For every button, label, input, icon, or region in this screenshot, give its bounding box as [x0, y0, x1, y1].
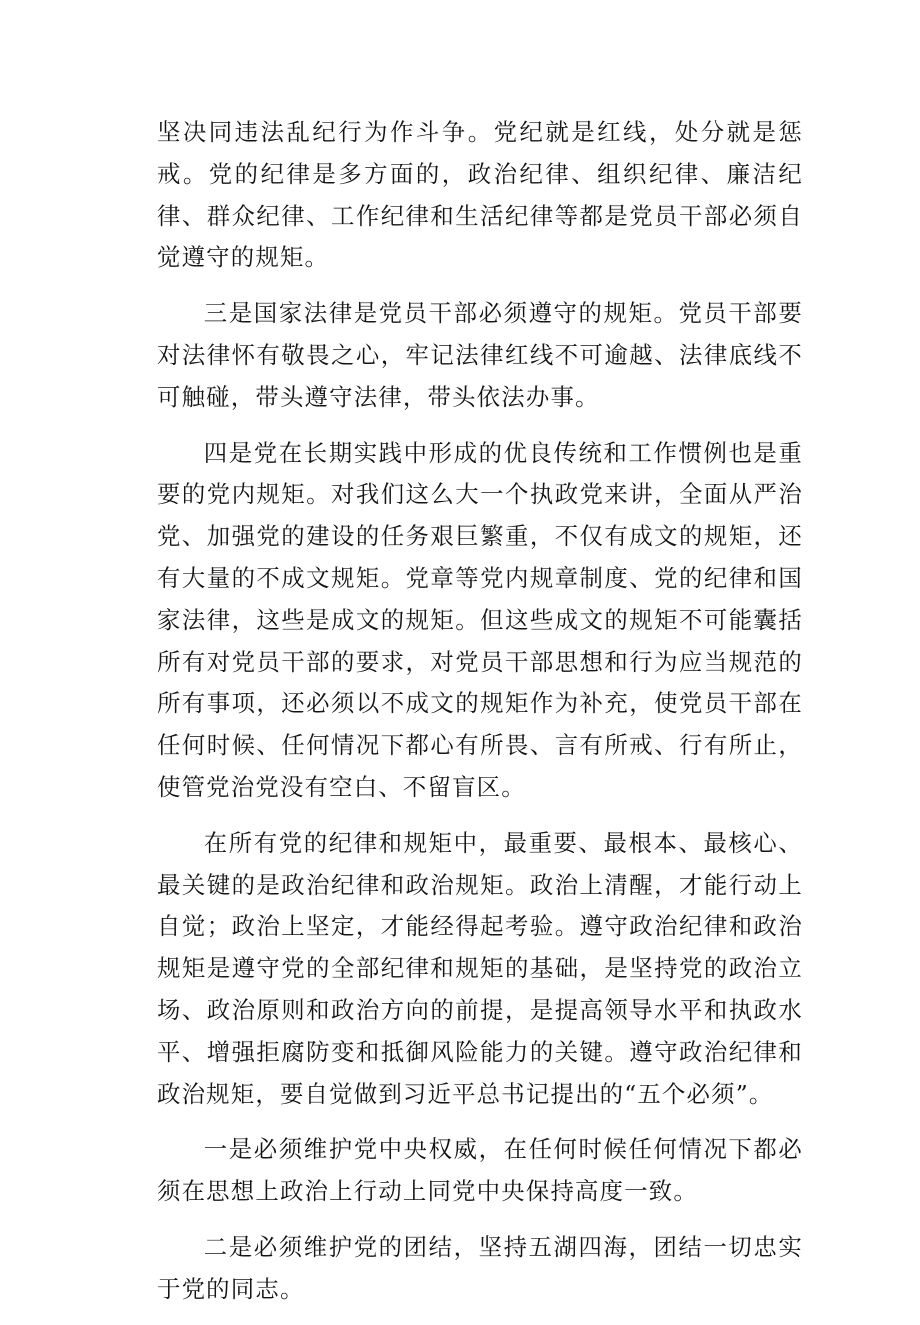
- paragraph-traditions: 四是党在长期实践中形成的优良传统和工作惯例也是重要的党内规矩。对我们这么大一个执政党来讲，全面从严治党、加强党的建设的任务艰巨繁重，不仅有成文的规矩，还有大量的不成文规矩。党章等党内规章制度、党的纪律和国家法律，这些是成文的规矩。但这些成文的规矩不可能囊括所有对党员干部的要求，对党员干部思想和行为应当规范的所有事项，还必须以不成文的规矩作为补充，使党员干部在任何时候、任何情况下都心有所畏、言有所戒、行有所止，使管党治党没有空白、不留盲区。: [157, 438, 803, 801]
- document-page: [157, 112, 803, 1325]
- paragraph-national-law: 三是国家法律是党员干部必须遵守的规矩。党员干部要对法律怀有敬畏之心，牢记法律红线不可逾越、法律底线不可触碰，带头遵守法律，带头依法办事。: [157, 299, 803, 411]
- paragraph-must-two: 二是必须维护党的团结，坚持五湖四海，团结一切忠实于党的同志。: [157, 1232, 803, 1303]
- paragraph-continuation: 坚决同违法乱纪行为作斗争。党纪就是红线，处分就是惩戒。党的纪律是多方面的，政治纪律、组织纪律、廉洁纪律、群众纪律、工作纪律和生活纪律等都是党员干部必须自觉遵守的规矩。: [157, 118, 803, 272]
- paragraph-must-one: 一是必须维护党中央权威，在任何时候任何情况下都必须在思想上政治上行动上同党中央保持高度一致。: [157, 1135, 803, 1206]
- paragraph-political-discipline: 在所有党的纪律和规矩中，最重要、最根本、最核心、最关键的是政治纪律和政治规矩。政治上清醒，才能行动上自觉；政治上坚定，才能经得起考验。遵守政治纪律和政治规矩是遵守党的全部纪律和规矩的基础，是坚持党的政治立场、政治原则和政治方向的前提，是提高领导水平和执政水平、增强拒腐防变和抵御风险能力的关键。遵守政治纪律和政治规矩，要自觉做到习近平总书记提出的“五个必须”。: [157, 828, 803, 1108]
